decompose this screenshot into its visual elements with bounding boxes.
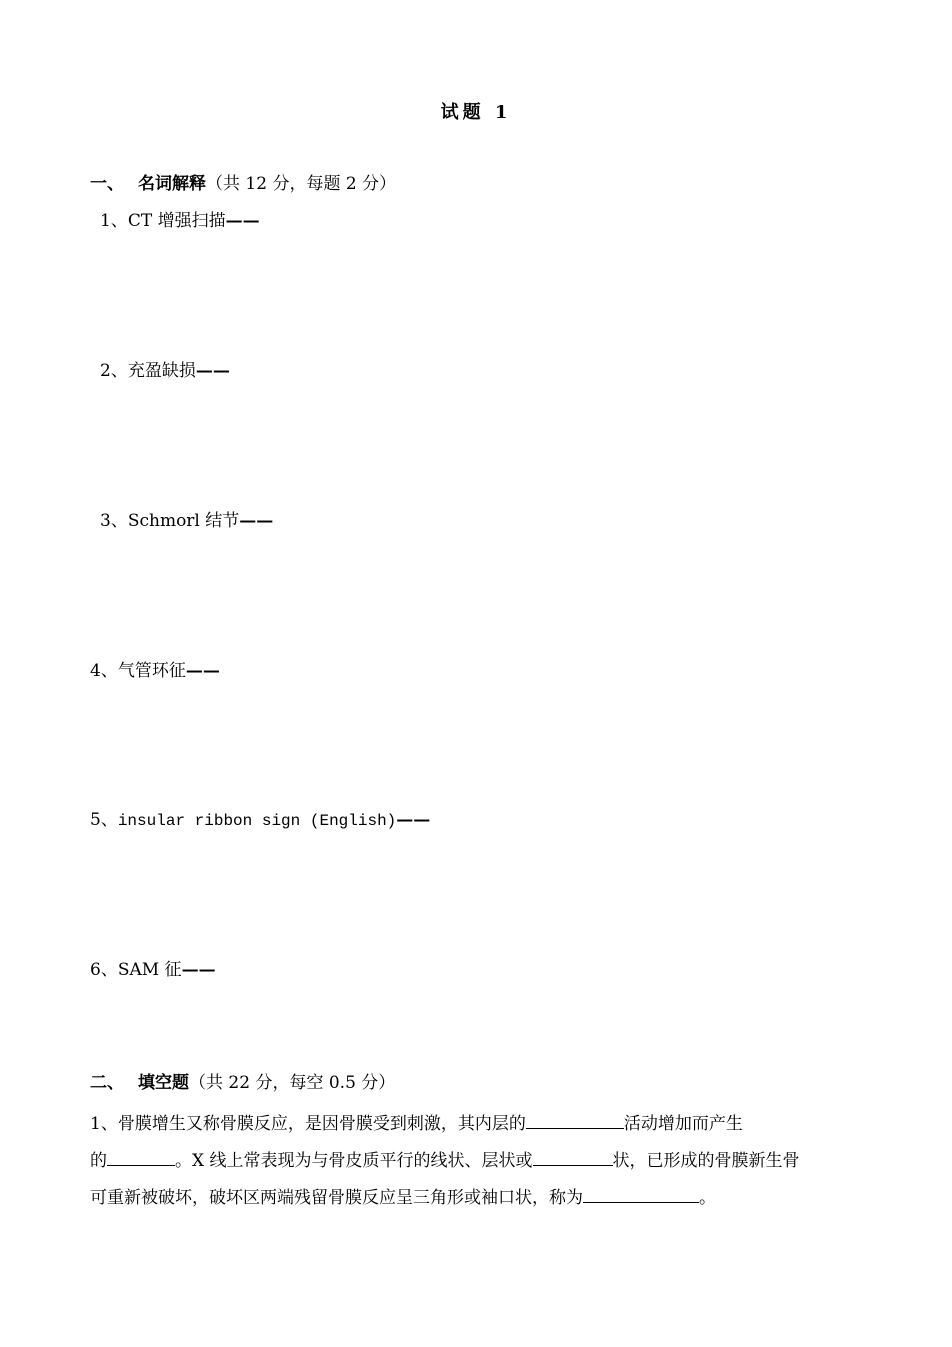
term-label: 2、 xyxy=(100,361,128,381)
term-label: 4、 xyxy=(90,661,118,681)
section-name: 名词解释 xyxy=(138,174,206,194)
section-number: 二、 xyxy=(90,1073,124,1093)
question-text: 1、骨膜增生又称骨膜反应，是因骨膜受到刺激，其内层的 xyxy=(90,1114,526,1134)
term-dash: —— xyxy=(181,960,216,980)
section-heading-terms xyxy=(90,172,396,196)
term-text: SAM 征 xyxy=(117,960,182,980)
term-item-1 xyxy=(100,209,260,233)
term-dash: —— xyxy=(195,361,230,381)
answer-blank-1[interactable] xyxy=(526,1110,624,1129)
term-label: 5、 xyxy=(90,810,118,830)
answer-blank-2[interactable] xyxy=(107,1147,175,1166)
question-line-1 xyxy=(90,1106,862,1143)
section-number: 一、 xyxy=(90,174,124,194)
question-text: 。X 线上常表现为与骨皮质平行的线状、层状或 xyxy=(175,1151,533,1171)
question-line-3 xyxy=(90,1180,862,1217)
section-note: （共 12 分，每题 2 分） xyxy=(206,174,397,194)
section-name: 填空题 xyxy=(138,1073,189,1093)
term-dash: —— xyxy=(185,661,220,681)
term-text: 充盈缺损 xyxy=(127,361,196,381)
answer-blank-3[interactable] xyxy=(533,1147,613,1166)
term-dash: —— xyxy=(239,511,274,531)
question-text: 状，已形成的骨膜新生骨 xyxy=(612,1151,800,1171)
term-text: 气管环征 xyxy=(117,661,186,681)
term-item-5 xyxy=(90,808,430,833)
section-heading-fill-blank xyxy=(90,1071,395,1095)
fill-blank-question-1 xyxy=(90,1106,862,1217)
term-label: 3、 xyxy=(100,511,128,531)
term-label: 1、 xyxy=(100,211,128,231)
question-line-2 xyxy=(90,1143,862,1180)
question-text: 可重新被破坏，破坏区两端残留骨膜反应呈三角形或袖口状，称为 xyxy=(90,1188,583,1208)
page-title: 试题 1 xyxy=(440,102,512,123)
term-label: 6、 xyxy=(90,960,118,980)
question-text: 活动增加而产生 xyxy=(623,1114,743,1134)
question-text: 。 xyxy=(699,1188,716,1208)
answer-blank-4[interactable] xyxy=(583,1184,699,1203)
term-text: CT 增强扫描 xyxy=(127,211,226,231)
term-item-2 xyxy=(100,359,230,383)
term-text: insular ribbon sign (English) xyxy=(117,812,397,830)
question-text: 的 xyxy=(90,1151,107,1171)
term-item-6 xyxy=(90,958,216,982)
section-note: （共 22 分，每空 0.5 分） xyxy=(189,1073,396,1093)
term-dash: —— xyxy=(396,810,431,830)
term-item-3 xyxy=(100,509,273,533)
term-text: Schmorl 结节 xyxy=(127,511,240,531)
term-dash: —— xyxy=(225,211,260,231)
term-item-4 xyxy=(90,659,220,683)
